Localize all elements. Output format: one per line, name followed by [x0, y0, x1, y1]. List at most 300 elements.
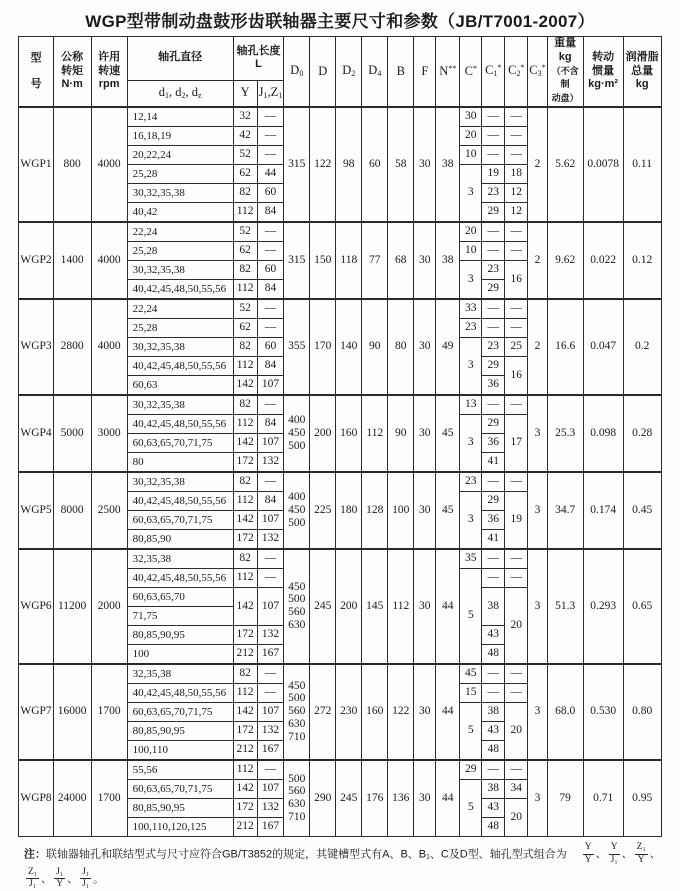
cell: 41 [482, 529, 505, 549]
cell: 30 [460, 107, 482, 127]
cell: 2 [528, 107, 547, 222]
cell: — [505, 664, 528, 684]
cell: 142 [233, 375, 257, 395]
header-cell: 轴孔长度 L [233, 37, 284, 81]
cell: 100 [127, 644, 233, 664]
cell: 32,35,38 [127, 549, 233, 569]
table-body [19, 107, 661, 837]
cell: 52 [233, 299, 257, 319]
cell: 132 [257, 625, 284, 644]
cell: 82 [233, 260, 257, 279]
cell: 30,32,35,38 [127, 472, 233, 492]
note-text: 联轴器轴孔和联结型式与尺寸应符合GB/T3852的规定，其键槽型式有A、B、B₁、C及D型、轴孔型式组合为 [46, 848, 567, 860]
cell: 4000 [91, 299, 127, 395]
cell: 112 [233, 568, 257, 587]
cell: 62 [233, 164, 257, 183]
cell: 107 [257, 375, 284, 395]
cell: 150 [310, 222, 336, 299]
cell: — [505, 126, 528, 145]
cell: 82 [233, 337, 257, 356]
cell: 11200 [53, 549, 91, 664]
cell: 52 [233, 145, 257, 164]
cell: 38 [482, 702, 505, 721]
cell: 40,42,45,48,50,55,56 [127, 683, 233, 702]
cell: 84 [257, 202, 284, 222]
cell: 136 [388, 760, 414, 837]
cell: 29 [482, 356, 505, 375]
cell: 0.2 [623, 299, 661, 395]
cell: 0.047 [583, 299, 623, 395]
cell: 25,28 [127, 164, 233, 183]
cell: 15 [460, 683, 482, 702]
cell: 30,32,35,38 [127, 337, 233, 356]
cell: 230 [336, 664, 362, 760]
cell: 30 [414, 222, 436, 299]
cell: 132 [257, 529, 284, 549]
cell: 400 450 500 [284, 472, 310, 549]
cell: — [482, 472, 505, 492]
cell: 45 [460, 664, 482, 684]
cell: 30,32,35,38 [127, 183, 233, 202]
cell: 355 [284, 299, 310, 395]
cell: 100,110,120,125 [127, 817, 233, 836]
cell: WGP7 [19, 664, 53, 760]
cell: — [257, 318, 284, 337]
cell: 16.6 [547, 299, 583, 395]
cell: — [482, 241, 505, 260]
table-row [19, 549, 661, 569]
cell: — [257, 241, 284, 260]
cell: 145 [362, 549, 388, 664]
cell: 118 [336, 222, 362, 299]
cell: 60 [257, 260, 284, 279]
cell: 142 [233, 510, 257, 529]
cell: 40,42 [127, 202, 233, 222]
cell: 12 [505, 183, 528, 202]
cell: WGP1 [19, 107, 53, 222]
cell: 4000 [91, 107, 127, 222]
cell: WGP8 [19, 760, 53, 837]
cell: 172 [233, 529, 257, 549]
cell: 107 [257, 702, 284, 721]
cell: 80,85,90,95 [127, 721, 233, 740]
cell: 84 [257, 491, 284, 510]
cell: 25,28 [127, 241, 233, 260]
cell: 33 [460, 299, 482, 319]
cell: 160 [336, 395, 362, 472]
cell: 60 [257, 337, 284, 356]
cell: — [505, 472, 528, 492]
cell: 112 [233, 683, 257, 702]
cell: 3 [460, 260, 482, 299]
fraction: $\frac{Y}{\text{J₁}}$ [609, 842, 620, 867]
cell: 82 [233, 395, 257, 415]
cell: 0.11 [623, 107, 661, 222]
cell: 1700 [91, 760, 127, 837]
cell: 180 [336, 472, 362, 549]
cell: — [482, 683, 505, 702]
cell: 500 560 630 710 [284, 760, 310, 837]
cell: 140 [336, 299, 362, 395]
cell: 29 [482, 414, 505, 433]
table-row [19, 299, 661, 319]
cell: 82 [233, 472, 257, 492]
cell: 272 [310, 664, 336, 760]
cell: 20 [505, 587, 528, 664]
cell: 17 [505, 414, 528, 472]
header-row [19, 37, 661, 81]
cell: 62 [233, 318, 257, 337]
cell: 60,63 [127, 375, 233, 395]
cell: 45 [436, 472, 460, 549]
cell: 29 [460, 760, 482, 780]
cell: 30,32,35,38 [127, 260, 233, 279]
cell: — [482, 126, 505, 145]
cell: 142 [233, 433, 257, 452]
cell: 60 [362, 107, 388, 222]
header-cell: Y [233, 80, 257, 107]
cell: 30,32,35,38 [127, 395, 233, 415]
cell: 1400 [53, 222, 91, 299]
fraction: $\frac{\text{J₁}}{\text{J₁}}$ [80, 867, 91, 891]
header-cell: 润滑脂 总量 kg [623, 37, 661, 107]
cell: 40,42,45,48,50,55,56 [127, 414, 233, 433]
cell: 9.62 [547, 222, 583, 299]
cell: 44 [257, 164, 284, 183]
cell: 38 [482, 779, 505, 798]
cell: 25 [505, 337, 528, 356]
cell: — [257, 222, 284, 242]
cell: 16 [505, 356, 528, 395]
cell: 48 [482, 817, 505, 836]
cell: 25.3 [547, 395, 583, 472]
cell: 43 [482, 625, 505, 644]
cell: 107 [257, 779, 284, 798]
cell: 107 [257, 433, 284, 452]
cell: 30 [414, 107, 436, 222]
cell: 0.12 [623, 222, 661, 299]
cell: — [257, 549, 284, 569]
cell: 132 [257, 452, 284, 472]
cell: 34 [505, 779, 528, 798]
cell: 68.0 [547, 664, 583, 760]
cell: 48 [482, 740, 505, 760]
cell: — [257, 472, 284, 492]
cell: 29 [482, 202, 505, 222]
cell: 60,63,65,70,71,75 [127, 510, 233, 529]
cell: 43 [482, 721, 505, 740]
cell: WGP5 [19, 472, 53, 549]
cell: 77 [362, 222, 388, 299]
cell: — [505, 241, 528, 260]
cell: 142 [233, 587, 257, 625]
cell: 40,42,45,48,50,55,56 [127, 356, 233, 375]
cell: 5 [460, 702, 482, 760]
cell: 30 [414, 395, 436, 472]
cell: 5 [460, 568, 482, 664]
table-row [19, 222, 661, 242]
header-cell: C* [460, 37, 482, 107]
cell: 80 [388, 299, 414, 395]
cell: — [505, 318, 528, 337]
cell: 315 [284, 107, 310, 222]
cell: 212 [233, 817, 257, 836]
cell: WGP3 [19, 299, 53, 395]
header-cell: $C_3^*$ [528, 37, 547, 107]
cell: — [505, 222, 528, 242]
cell: 71,75 [127, 606, 233, 625]
header-cell: 型 号 [19, 37, 53, 107]
header-cell: D [310, 37, 336, 107]
note-fractions: $\frac{Y}{Y}$ 、 $\frac{Y}{\text{J₁}}$ 、 $\frac{\text{Z₁}}{Y}$ 、 $\frac{\text{Z₁}}{\text{J₁}}$ 、 $\frac{\text{J₁}}{Y}$ 、 $\frac{\text{J₁}}{\text{J₁}}$ [24, 848, 661, 885]
cell: 23 [460, 318, 482, 337]
dimensions-table [18, 36, 661, 837]
cell: — [505, 395, 528, 415]
header-cell: $J_1,Z_1$ [257, 80, 284, 107]
cell: 42 [233, 126, 257, 145]
cell: 60,63,65,70,71,75 [127, 702, 233, 721]
cell: 3 [528, 549, 547, 664]
fraction: $\frac{Y}{Y}$ [583, 842, 594, 867]
cell: 20 [505, 798, 528, 836]
cell: 20 [505, 702, 528, 760]
footnote [24, 842, 666, 891]
cell: 0.65 [623, 549, 661, 664]
cell: 19 [505, 491, 528, 549]
cell: 23 [482, 260, 505, 279]
cell: 23 [460, 472, 482, 492]
table-row [19, 395, 661, 415]
cell: 38 [436, 107, 460, 222]
cell: 5.62 [547, 107, 583, 222]
cell: 0.293 [583, 549, 623, 664]
header-cell: $d_1$, $d_2$, $d_z$ [127, 80, 233, 107]
table-row [19, 107, 661, 127]
cell: 5000 [53, 395, 91, 472]
cell: WGP4 [19, 395, 53, 472]
cell: 112 [233, 760, 257, 780]
cell: 62 [233, 241, 257, 260]
cell: 90 [362, 299, 388, 395]
cell: 112 [233, 414, 257, 433]
cell: 22,24 [127, 222, 233, 242]
cell: 290 [310, 760, 336, 837]
cell: — [482, 318, 505, 337]
cell: 20,22,24 [127, 145, 233, 164]
cell: 98 [336, 107, 362, 222]
cell: 41 [482, 452, 505, 472]
cell: 45 [436, 395, 460, 472]
cell: 52 [233, 222, 257, 242]
table-row [19, 760, 661, 780]
cell: 0.71 [583, 760, 623, 837]
cell: 107 [257, 587, 284, 625]
cell: — [257, 683, 284, 702]
cell: 3000 [91, 395, 127, 472]
cell: 142 [233, 779, 257, 798]
cell: 80,85,90,95 [127, 798, 233, 817]
cell: 400 450 500 [284, 395, 310, 472]
cell: 5 [460, 779, 482, 836]
cell: — [505, 299, 528, 319]
cell: — [505, 683, 528, 702]
cell: 128 [362, 472, 388, 549]
cell: 60,63,65,70,71,75 [127, 779, 233, 798]
cell: — [482, 395, 505, 415]
cell: 0.174 [583, 472, 623, 549]
cell: 167 [257, 740, 284, 760]
cell: 29 [482, 491, 505, 510]
cell: 44 [436, 760, 460, 837]
cell: 212 [233, 740, 257, 760]
cell: 30 [414, 472, 436, 549]
cell: 82 [233, 183, 257, 202]
cell: 58 [388, 107, 414, 222]
cell: 80 [127, 452, 233, 472]
cell: 44 [436, 549, 460, 664]
cell: 25,28 [127, 318, 233, 337]
cell: 82 [233, 664, 257, 684]
cell: — [257, 299, 284, 319]
cell: 16 [505, 260, 528, 299]
cell: — [482, 568, 505, 587]
cell: 160 [362, 664, 388, 760]
cell: 12,14 [127, 107, 233, 127]
cell: 4000 [91, 222, 127, 299]
cell: 112 [233, 202, 257, 222]
cell: 112 [233, 491, 257, 510]
cell: 225 [310, 472, 336, 549]
cell: 10 [460, 241, 482, 260]
cell: 90 [388, 395, 414, 472]
cell: 44 [436, 664, 460, 760]
cell: 40,42,45,48,50,55,56 [127, 491, 233, 510]
cell: 212 [233, 644, 257, 664]
cell: 43 [482, 798, 505, 817]
header-cell: 轴孔直径 [127, 37, 233, 81]
cell: 32,35,38 [127, 664, 233, 684]
cell: 2 [528, 222, 547, 299]
cell: 2500 [91, 472, 127, 549]
cell: — [505, 568, 528, 587]
cell: 30 [414, 299, 436, 395]
cell: 122 [388, 664, 414, 760]
cell: 23 [482, 337, 505, 356]
cell: 35 [460, 549, 482, 569]
cell: 245 [310, 549, 336, 664]
cell: — [505, 549, 528, 569]
cell: 84 [257, 279, 284, 299]
cell: — [482, 299, 505, 319]
cell: — [257, 145, 284, 164]
cell: 176 [362, 760, 388, 837]
cell: WGP6 [19, 549, 53, 664]
cell: 48 [482, 644, 505, 664]
table-head [19, 37, 661, 107]
cell: 36 [482, 433, 505, 452]
cell: 51.3 [547, 549, 583, 664]
cell: 100 [388, 472, 414, 549]
cell: 450 500 560 630 [284, 549, 310, 664]
cell: 2800 [53, 299, 91, 395]
cell: 3 [460, 414, 482, 472]
cell: 132 [257, 798, 284, 817]
cell: 172 [233, 721, 257, 740]
cell: 32 [233, 107, 257, 127]
fraction: $\frac{\text{Z₁}}{Y}$ [635, 842, 648, 867]
cell: 0.530 [583, 664, 623, 760]
cell: — [257, 107, 284, 127]
header-cell: $C_1^*$ [482, 37, 505, 107]
cell: 0.098 [583, 395, 623, 472]
cell: 167 [257, 817, 284, 836]
cell: 36 [482, 375, 505, 395]
cell: 18 [505, 164, 528, 183]
cell: 0.80 [623, 664, 661, 760]
cell: WGP2 [19, 222, 53, 299]
cell: 38 [482, 587, 505, 625]
cell: 3 [528, 664, 547, 760]
cell: 2 [528, 299, 547, 395]
cell: 19 [482, 164, 505, 183]
cell: 24000 [53, 760, 91, 837]
cell: 245 [336, 760, 362, 837]
cell: 112 [388, 549, 414, 664]
cell: — [482, 664, 505, 684]
cell: 122 [310, 107, 336, 222]
cell: — [257, 664, 284, 684]
header-cell: F [414, 37, 436, 107]
cell: 0.0078 [583, 107, 623, 222]
cell: 30 [414, 664, 436, 760]
cell: 40,42,45,48,50,55,56 [127, 279, 233, 299]
cell: 84 [257, 414, 284, 433]
cell: 107 [257, 510, 284, 529]
cell: — [257, 126, 284, 145]
cell: 0.28 [623, 395, 661, 472]
cell: 100,110 [127, 740, 233, 760]
cell: 30 [414, 760, 436, 837]
cell: 800 [53, 107, 91, 222]
cell: 68 [388, 222, 414, 299]
cell: 450 500 560 630 710 [284, 664, 310, 760]
cell: 172 [233, 452, 257, 472]
cell: 132 [257, 721, 284, 740]
cell: 30 [414, 549, 436, 664]
cell: 79 [547, 760, 583, 837]
cell: — [505, 760, 528, 780]
cell: 12 [505, 202, 528, 222]
cell: — [482, 145, 505, 164]
cell: 20 [460, 222, 482, 242]
cell: 0.022 [583, 222, 623, 299]
cell: 38 [436, 222, 460, 299]
header-cell: $C_2^*$ [505, 37, 528, 107]
cell: — [257, 568, 284, 587]
note-label: 注： [24, 848, 46, 860]
cell: 23 [482, 183, 505, 202]
cell: 8000 [53, 472, 91, 549]
cell: — [505, 107, 528, 127]
cell: 16000 [53, 664, 91, 760]
cell: 22,24 [127, 299, 233, 319]
cell: 60,63,65,70 [127, 587, 233, 606]
cell: 84 [257, 356, 284, 375]
cell: 172 [233, 625, 257, 644]
page-title: WGP型带制动盘鼓形齿联轴器主要尺寸和参数（JB/T7001-2007） [0, 0, 680, 36]
fraction: $\frac{\text{Z₁}}{\text{J₁}}$ [26, 867, 39, 891]
cell: 200 [336, 549, 362, 664]
